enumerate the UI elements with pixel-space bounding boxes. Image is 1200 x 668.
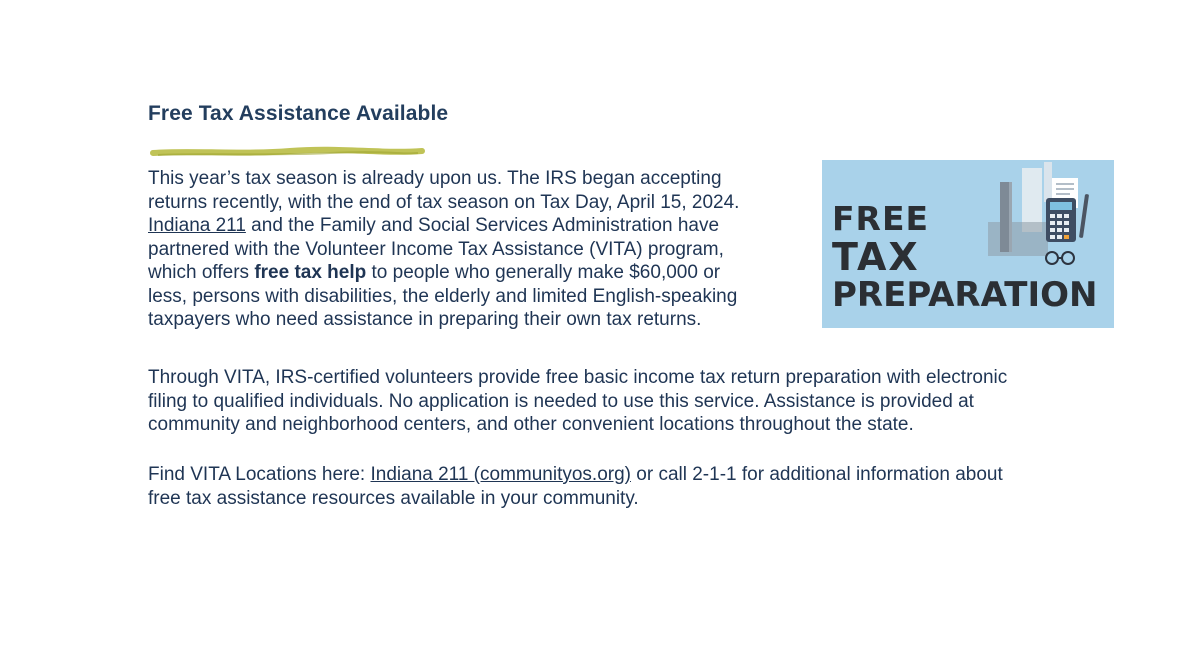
highlighter-underline <box>150 146 425 158</box>
locations-line-1 <box>148 463 1108 487</box>
free-tax-help-emphasis: free tax help <box>254 262 367 283</box>
intro-line-1: This year’s tax season is already upon us. The IRS began accepting <box>148 168 722 189</box>
vita-line-2: filing to qualified individuals. No application is needed to use this service. Assistance is provided at <box>148 390 974 412</box>
intro-line-5 <box>148 261 808 285</box>
intro-line-4: partnered with the Volunteer Income Tax Assistance (VITA) program, <box>148 238 724 260</box>
intro-line-5-post: to people who generally make $60,000 or <box>366 262 721 283</box>
intro-line-3-text: and the Family and Social Services Administration have <box>245 215 720 236</box>
vita-line-1: Through VITA, IRS-certified volunteers provide free basic income tax return preparation with electronic <box>148 367 1008 388</box>
intro-line-2: returns recently, with the end of tax season on Tax Day, April 15, 2024. <box>148 191 740 213</box>
article-title: Free Tax Assistance Available <box>148 102 449 125</box>
promo-line-tax: TAX <box>832 235 920 279</box>
vita-line-3: community and neighborhood centers, and other convenient locations throughout the state. <box>148 414 914 435</box>
vita-paragraph <box>148 366 1108 437</box>
locations-line-2: free tax assistance resources available in your community. <box>148 487 639 509</box>
locations-paragraph <box>148 463 1108 510</box>
promo-line-free: FREE <box>832 199 930 238</box>
promo-line-preparation: PREPARATION <box>832 275 1098 315</box>
free-tax-preparation-image <box>822 160 1114 328</box>
indiana-211-link[interactable]: Indiana 211 <box>148 215 246 236</box>
locations-line-1-post: or call 2-1-1 for additional information about <box>631 464 1003 485</box>
intro-line-7: taxpayers who need assistance in preparing their own tax returns. <box>148 309 702 330</box>
promo-heading <box>832 200 1098 314</box>
intro-line-5-pre: which offers <box>148 262 255 283</box>
intro-line-3 <box>148 214 808 238</box>
intro-line-6: less, persons with disabilities, the elderly and limited English-speaking <box>148 285 738 307</box>
communityos-link[interactable]: Indiana 211 (communityos.org) <box>370 464 631 485</box>
locations-line-1-pre: Find VITA Locations here: <box>148 464 371 485</box>
intro-paragraph <box>148 167 808 332</box>
